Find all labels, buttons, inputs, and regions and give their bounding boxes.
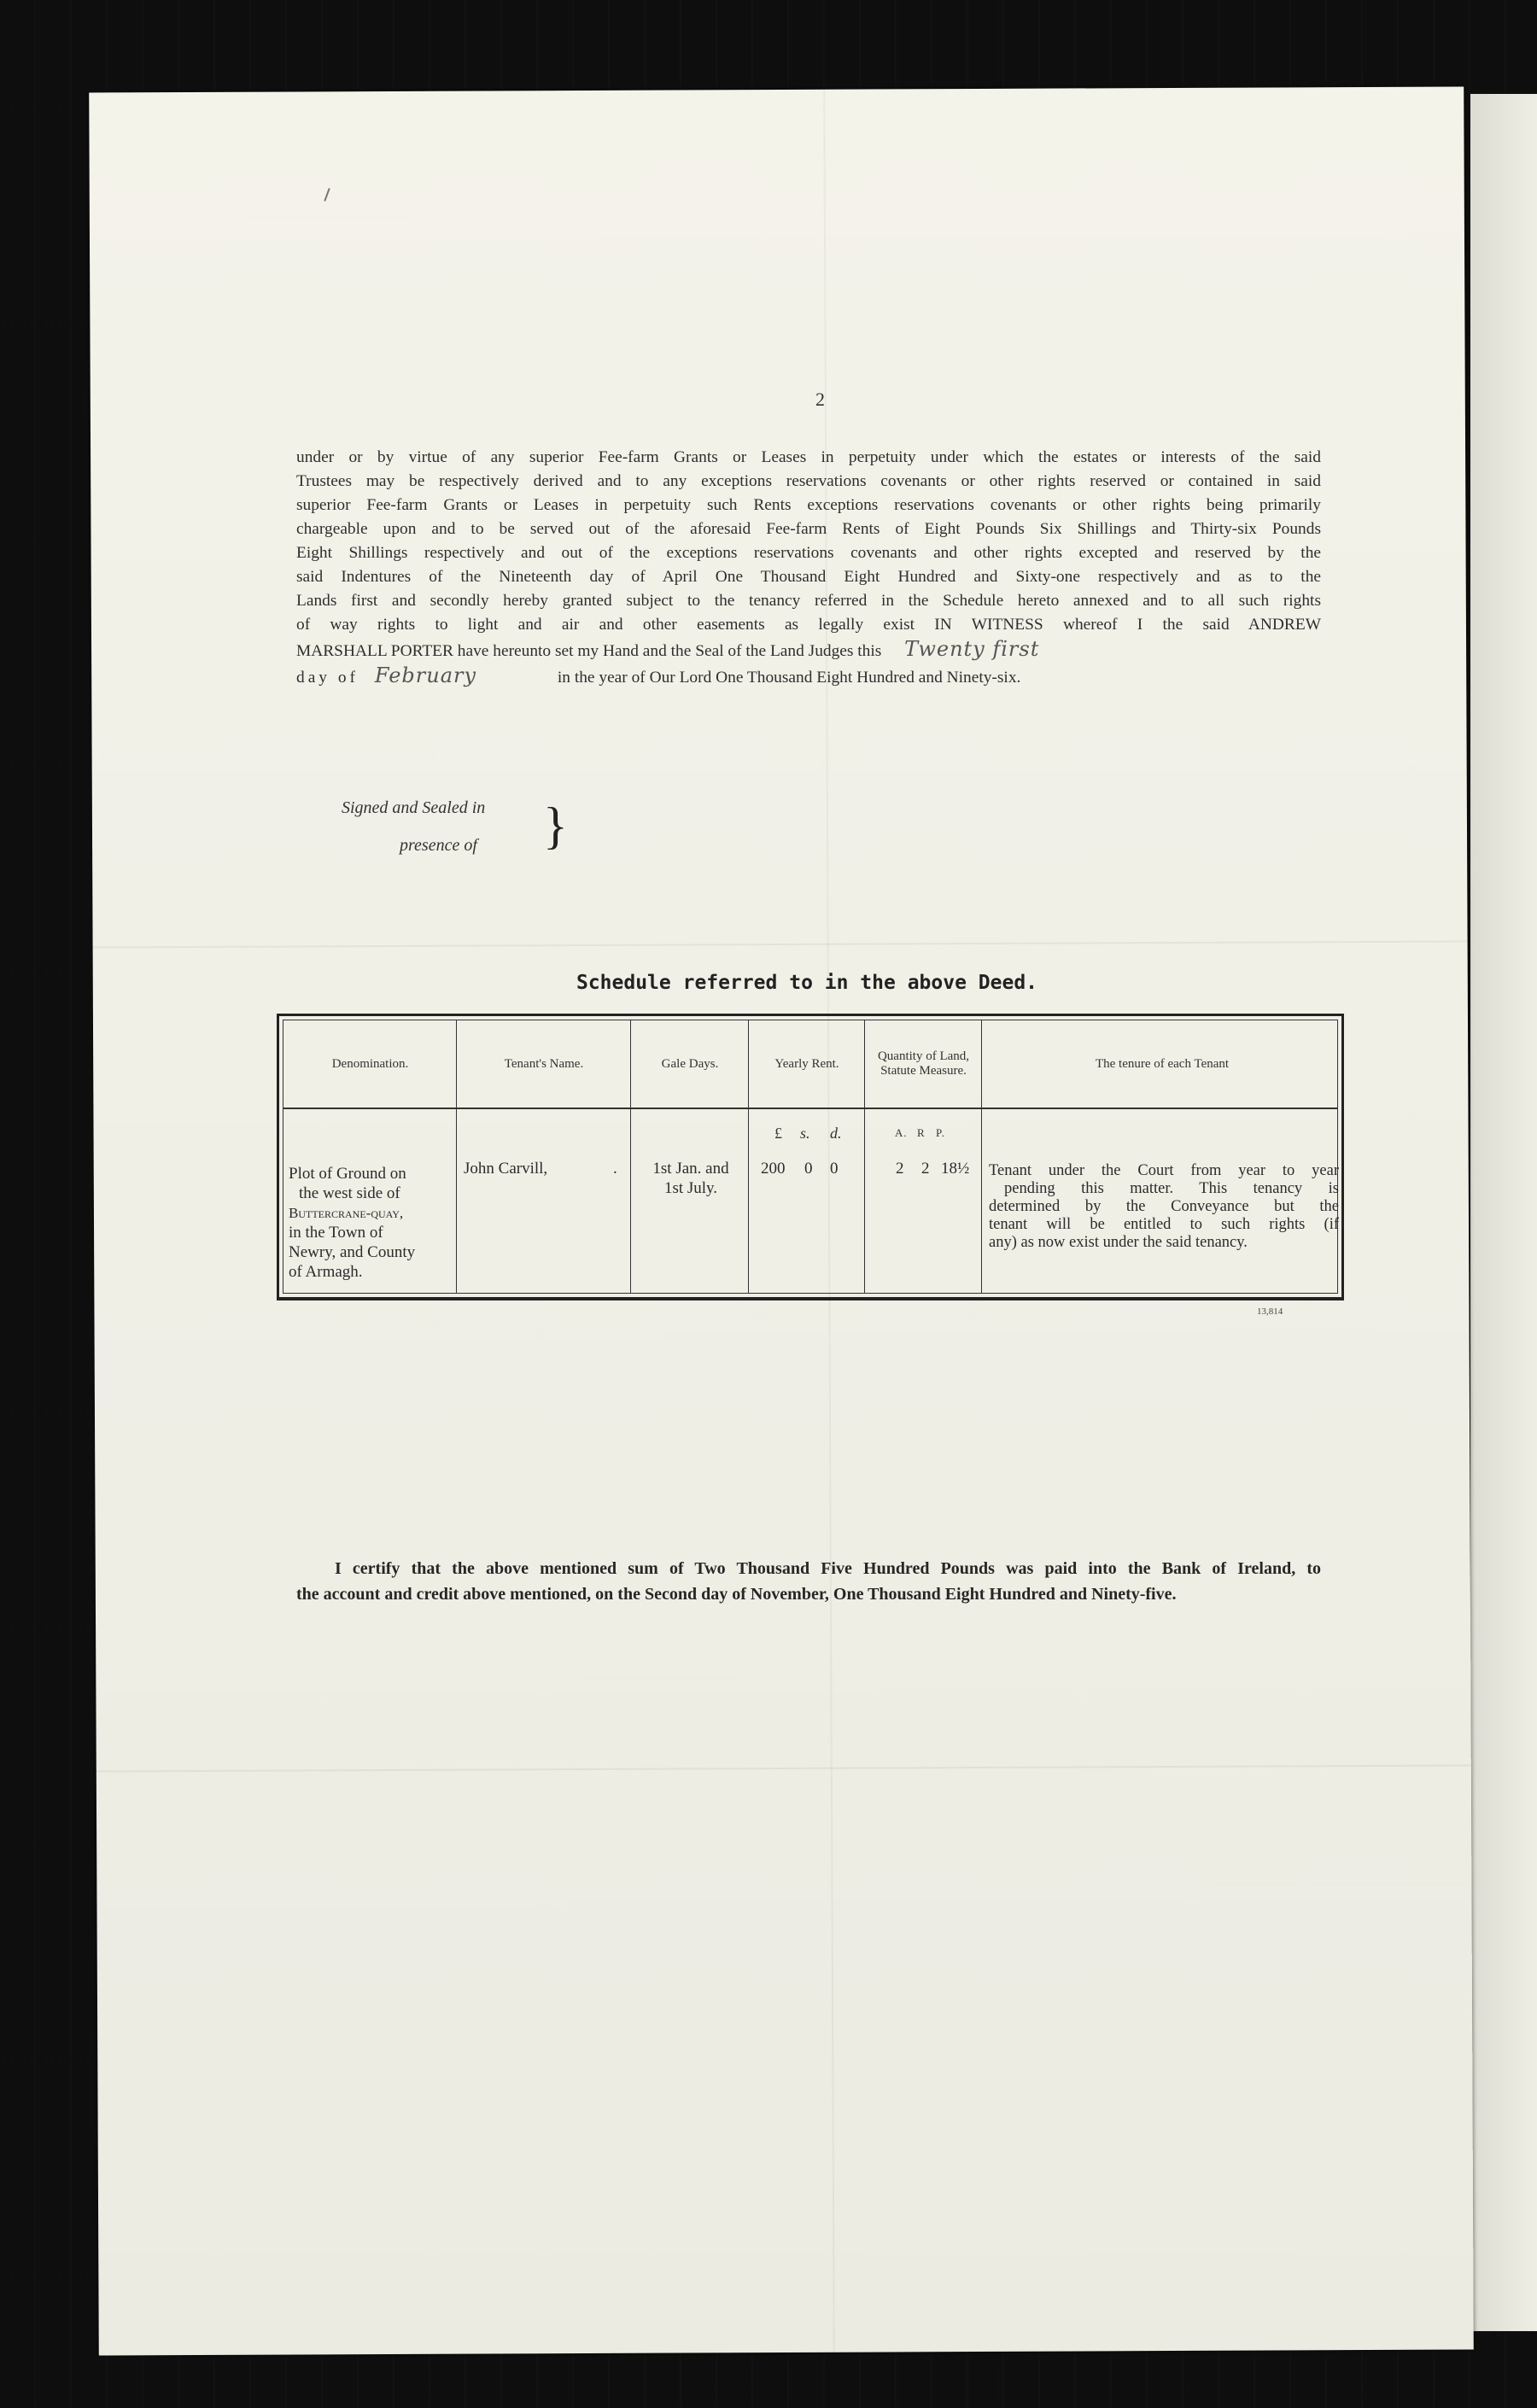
presence-label: presence of [400, 836, 477, 855]
rent-pounds: 200 [761, 1160, 786, 1178]
denomination-line: in the Town of [289, 1224, 383, 1242]
deed-line-end: in the year of Our Lord One Thousand Eight Hundred and Ninety-six. [557, 669, 1021, 687]
unit-perches: P. [936, 1126, 946, 1139]
deed-line: under or by virtue of any superior Fee-farm Grants or Leases in perpetuity under which the estates or interests of the said [296, 448, 1321, 466]
deed-line: said Indentures of the Nineteenth day of April One Thousand Eight Hundred and Sixty-one respectively and as to the [296, 568, 1321, 586]
header-gale: Gale Days. [661, 1056, 719, 1071]
certification-text [296, 1556, 1321, 1607]
gale-line: 1st Jan. and [652, 1160, 729, 1178]
rent-shillings: 0 [804, 1160, 813, 1178]
gale-days-cell [639, 1159, 743, 1198]
deed-line [296, 637, 1321, 663]
unit-acres: A. [895, 1126, 908, 1139]
tenure-line: pending this matter. This tenancy is [1004, 1180, 1339, 1197]
denomination-cell [289, 1164, 451, 1282]
tenure-line: determined by the Conveyance but the [989, 1198, 1339, 1215]
tenure-line: tenant will be entitled to such rights (if [989, 1216, 1339, 1233]
tenant-dot: . [613, 1160, 617, 1178]
tenure-cell [989, 1162, 1339, 1252]
area-roods: 2 [921, 1160, 930, 1178]
denomination-line: Plot of Ground on [289, 1165, 406, 1183]
schedule-inner [283, 1020, 1338, 1294]
area-acres: 2 [896, 1160, 904, 1178]
signed-label: Signed and Sealed in [342, 798, 486, 817]
certify-line: I certify that the above mentioned sum of Two Thousand Five Hundred Pounds was paid into the Bank of Ireland, to [335, 1559, 1321, 1578]
denomination-line: of Armagh. [289, 1263, 363, 1281]
area-perches: 18½ [941, 1160, 970, 1178]
header-quantity: Quantity of Land, Statute Measure. [877, 1049, 970, 1078]
deed-line: Eight Shillings respectively and out of the exceptions reservations covenants and other rights excepted and reserved by the [296, 544, 1321, 562]
unit-pence: d. [830, 1125, 842, 1142]
schedule-title: Schedule referred to in the above Deed. [576, 972, 1038, 994]
fold-crease [93, 940, 1468, 948]
denomination-line: the west side of [299, 1184, 400, 1202]
tenure-line: Tenant under the Court from year to year [989, 1162, 1339, 1179]
handwritten-day: Twenty first [904, 637, 1040, 661]
deed-line: Trustees may be respectively derived and to any exceptions reservations covenants or other rights reserved or contained in said [296, 472, 1321, 490]
header-tenant: Tenant's Name. [504, 1056, 584, 1071]
unit-roods: R [917, 1126, 926, 1139]
denomination-line: Buttercrane-quay, [289, 1205, 404, 1221]
header-denomination: Denomination. [331, 1056, 409, 1071]
schedule-table [277, 1014, 1344, 1300]
tenure-line: any) as now exist under the said tenancy. [989, 1234, 1248, 1251]
header-tenure: The tenure of each Tenant [1095, 1056, 1230, 1071]
deed-body-text [296, 446, 1321, 690]
header-rent: Yearly Rent. [774, 1056, 839, 1071]
deed-line: chargeable upon and to be served out of the aforesaid Fee-farm Rents of Eight Pounds Six Shillings and Thirty-six Pounds [296, 520, 1321, 538]
deed-line: superior Fee-farm Grants or Leases in perpetuity such Rents exceptions reservations covenants or other rights being primarily [296, 496, 1321, 514]
tenant-name: John Carvill, [464, 1160, 548, 1178]
unit-shillings: s. [800, 1125, 810, 1142]
unit-pounds: £ [774, 1125, 782, 1142]
brace: } [543, 798, 568, 854]
deed-line: Lands first and secondly hereby granted subject to the tenancy referred in the Schedule hereto annexed and to all such rights [296, 592, 1321, 610]
handwritten-month: February [374, 663, 477, 687]
certify-line: the account and credit above mentioned, on the Second day of November, One Thousand Eight Hundred and Ninety-five. [296, 1585, 1177, 1604]
page-number: 2 [815, 389, 825, 410]
deed-line: of way rights to light and air and other easements as legally exist IN WITNESS whereof I the said ANDREW [296, 616, 1321, 634]
gale-line: 1st July. [663, 1179, 718, 1197]
deed-line-start: day of [296, 669, 359, 687]
next-page-edge [1470, 94, 1537, 2331]
deed-line-printed: MARSHALL PORTER have hereunto set my Hand and the Seal of the Land Judges this [296, 642, 882, 660]
print-reference: 13,814 [1257, 1306, 1283, 1317]
fold-crease [96, 1764, 1471, 1772]
denomination-line: Newry, and County [289, 1243, 416, 1261]
rent-pence: 0 [830, 1160, 839, 1178]
deed-line [296, 663, 1321, 690]
header-divider [283, 1108, 1337, 1109]
